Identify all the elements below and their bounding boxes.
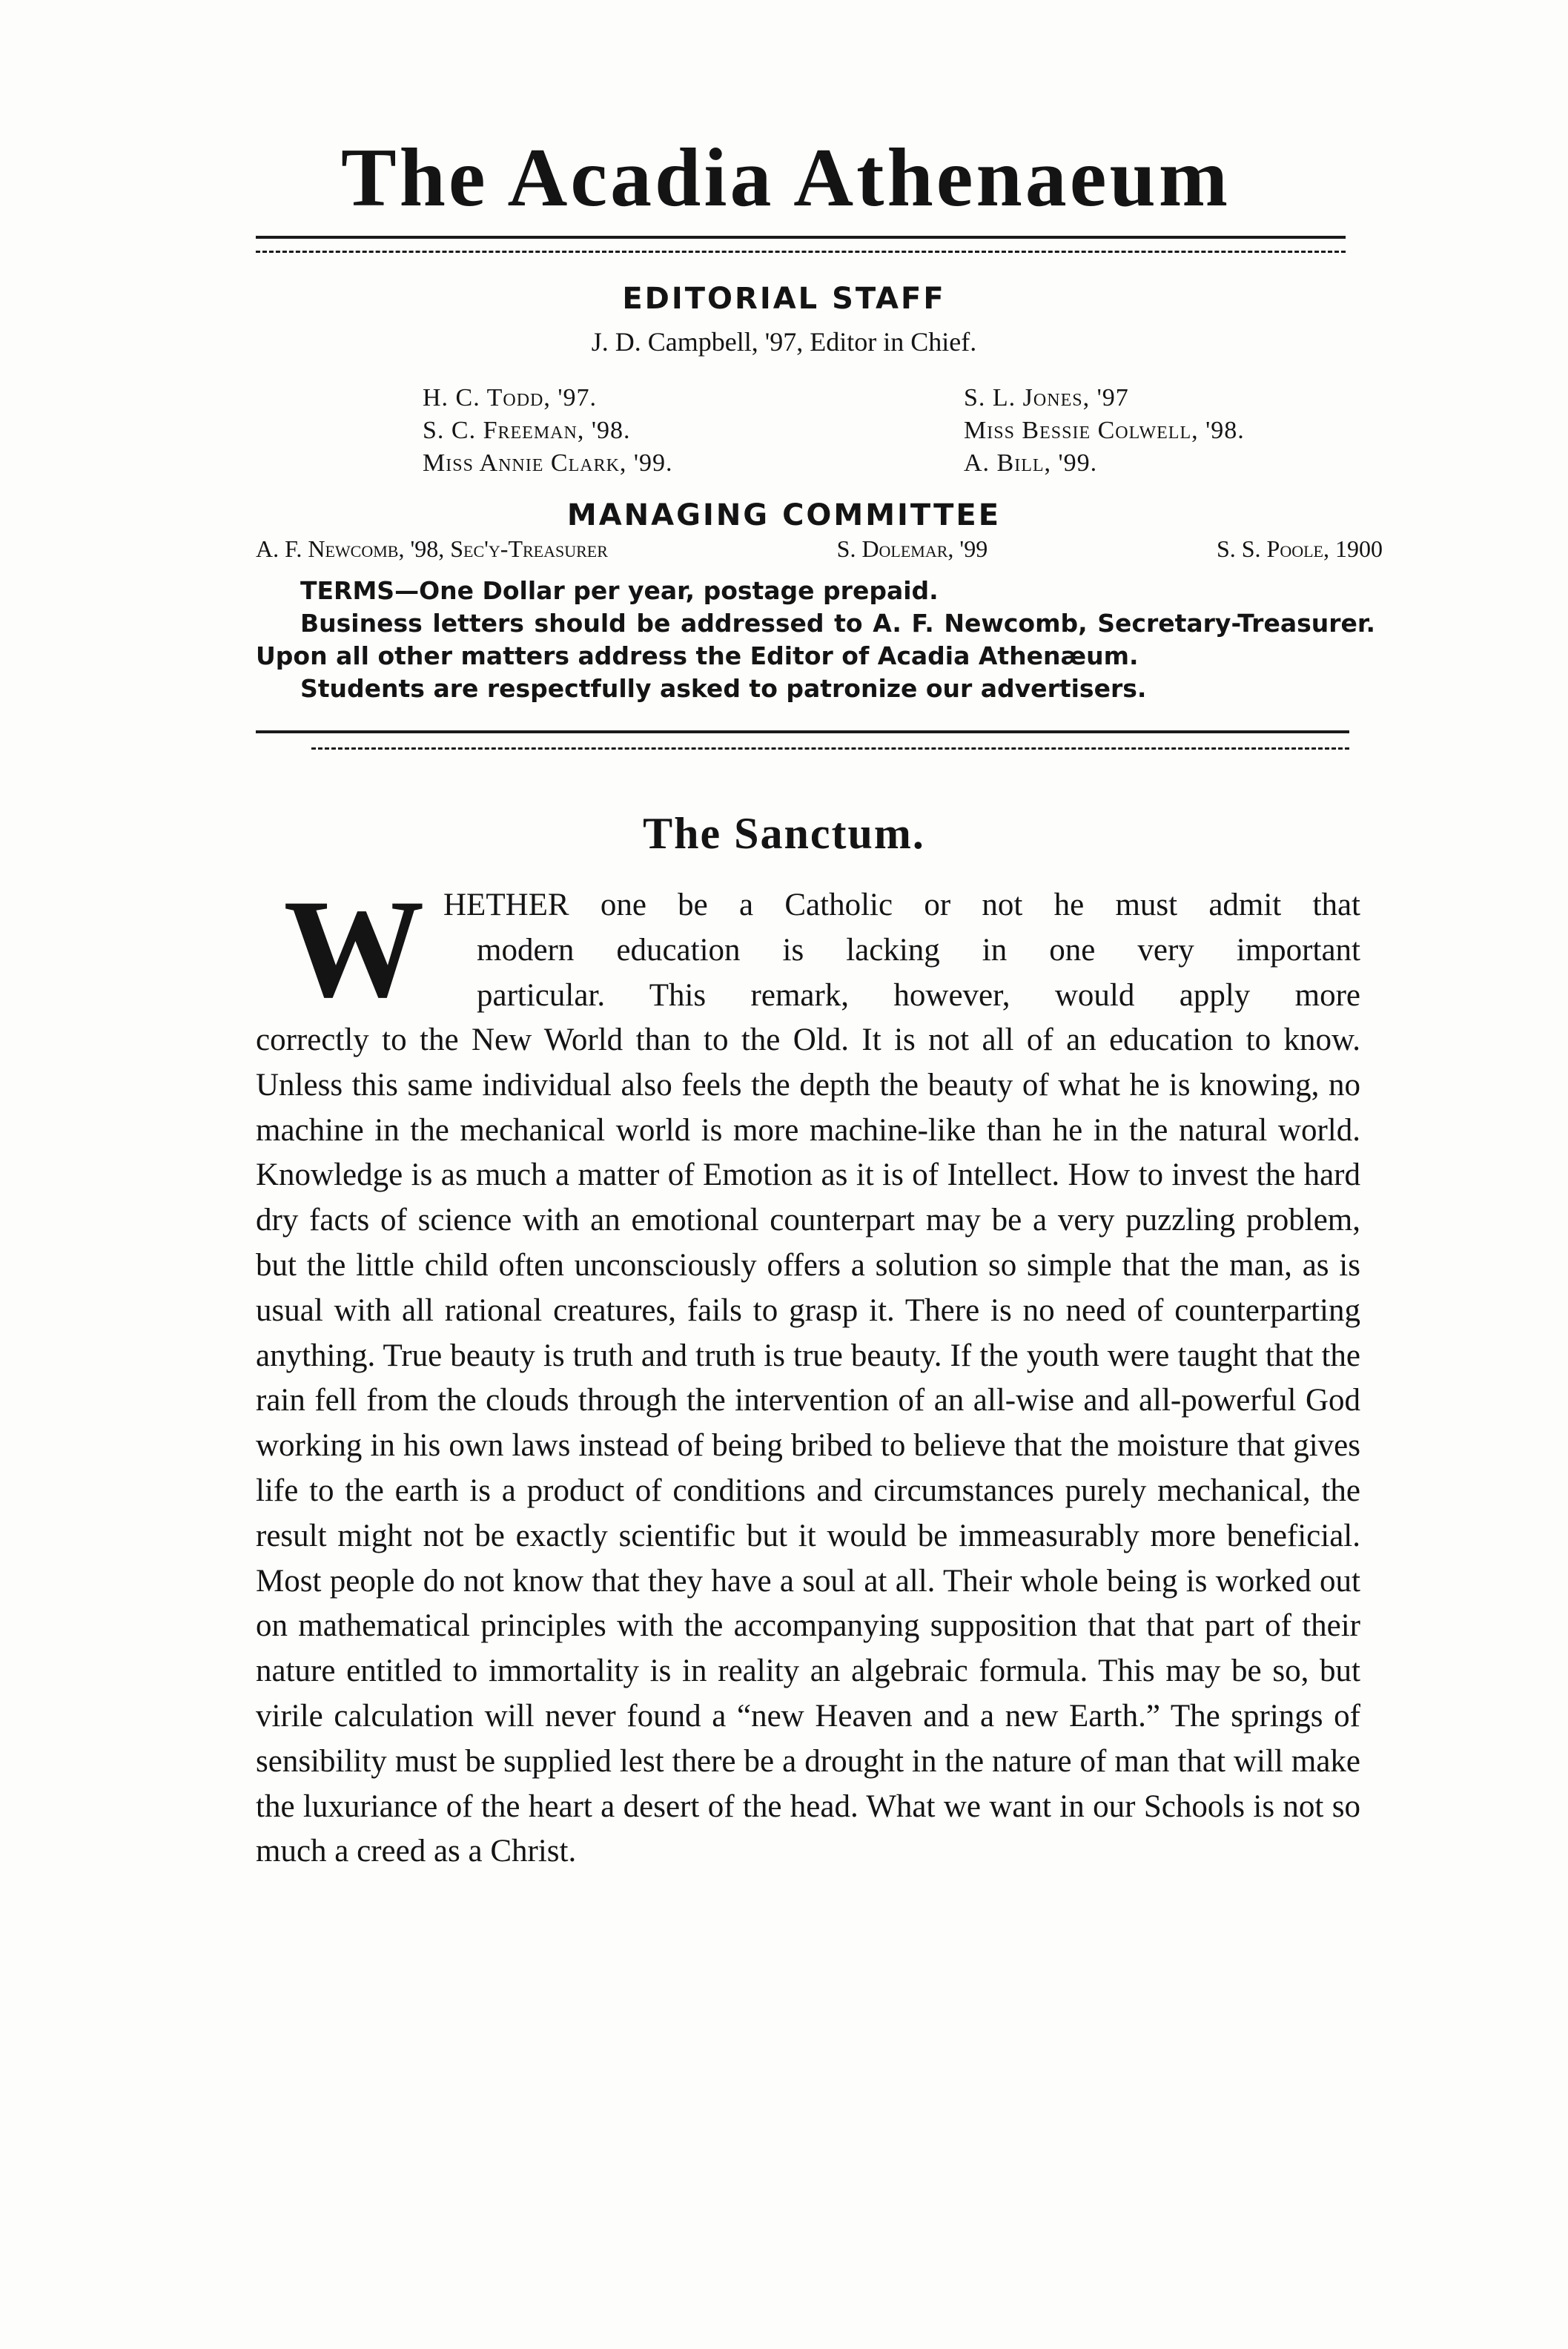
- business-letters-line: Business letters should be addressed to A. F. Newcomb, Secretary-Treasurer. Upon all other matters address the Editor of Acadia Athenæum.: [256, 609, 1375, 670]
- lead-line: HETHER one be a Catholic or not he must admit that: [443, 888, 1360, 922]
- sanctum-paragraph: correctly to the New World than to the Old. It is not all of an education to know. Unless this same individual also feels the depth the beauty of what he is knowing, no machine in the mechanical world is more machine-like than he in the natural world. Knowledge is as much a matter of Emotion as it is of Intellect. How to invest the hard dry facts of science with an emotional counterpart may be a very puzzling problem, but the little child often unconsciously offers a solution so simple that the man, as is usual with all rational creatures, fails to grasp it. There is no need of counterparting anything. True beauty is truth and truth is true beauty. If the youth were taught that the rain fell from the clouds through the intervention of an all-wise and all-powerful God working in his own laws instead of being bribed to believe that the moisture that gives life to the earth is a product of conditions and circumstances purely mechanical, the result might not be exactly scientific but it would be immeasurably more beneficial. Most people do not know that they have a soul at all. Their whole being is worked out on mathematical principles with the accompanying supposition that that part of their nature entitled to immortality is in reality an algebraic formula. This may be so, but virile calculation will never found a “new Heaven and a new Earth.” The springs of sensibility must be supplied lest there be a drought in the nature of man that will make the luxuriance of the heart a desert of the head. What we want in our Schools is not so much a creed as a Christ.: [256, 1022, 1360, 1869]
- staff-member: S. L. Jones, '97: [964, 384, 1129, 412]
- committee-members: [256, 535, 1383, 563]
- masthead-rule-dashed: [256, 251, 1346, 253]
- committee-member: S. S. Poole, 1900: [1216, 535, 1383, 562]
- sanctum-body: [256, 1018, 1360, 1874]
- masthead-title: The Acadia Athenaeum: [340, 132, 1231, 224]
- section-rule-dashed: [311, 747, 1349, 750]
- terms-block: [256, 575, 1375, 705]
- managing-committee-heading: MANAGING COMMITTEE: [566, 498, 1002, 532]
- staff-member: A. Bill, '99.: [964, 449, 1098, 477]
- lead-line: particular. This remark, however, would apply more: [477, 978, 1360, 1013]
- terms-line: TERMS—One Dollar per year, postage prepaid.: [300, 576, 939, 605]
- staff-member: Miss Annie Clark, '99.: [423, 449, 673, 477]
- staff-member: H. C. Todd, '97.: [423, 384, 598, 412]
- editor-in-chief: J. D. Campbell, '97, Editor in Chief.: [591, 327, 977, 357]
- drop-cap: W: [283, 871, 425, 1027]
- staff-column-left: [423, 382, 673, 480]
- masthead-rule: [256, 236, 1346, 239]
- staff-column-right: [964, 382, 1245, 480]
- editorial-staff-heading: EDITORIAL STAFF: [622, 282, 946, 316]
- lead-line: modern education is lacking in one very important: [477, 933, 1360, 968]
- students-line: Students are respectfully asked to patronize our advertisers.: [300, 674, 1147, 703]
- staff-member: S. C. Freeman, '98.: [423, 417, 631, 444]
- committee-member: S. Dolemar, '99: [836, 535, 988, 562]
- staff-member: Miss Bessie Colwell, '98.: [964, 417, 1245, 444]
- sanctum-lead-lines: [256, 871, 1360, 1027]
- sanctum-title: The Sanctum.: [643, 809, 925, 858]
- section-rule: [256, 730, 1349, 733]
- committee-member: A. F. Newcomb, '98, Sec'y-Treasurer: [256, 535, 608, 562]
